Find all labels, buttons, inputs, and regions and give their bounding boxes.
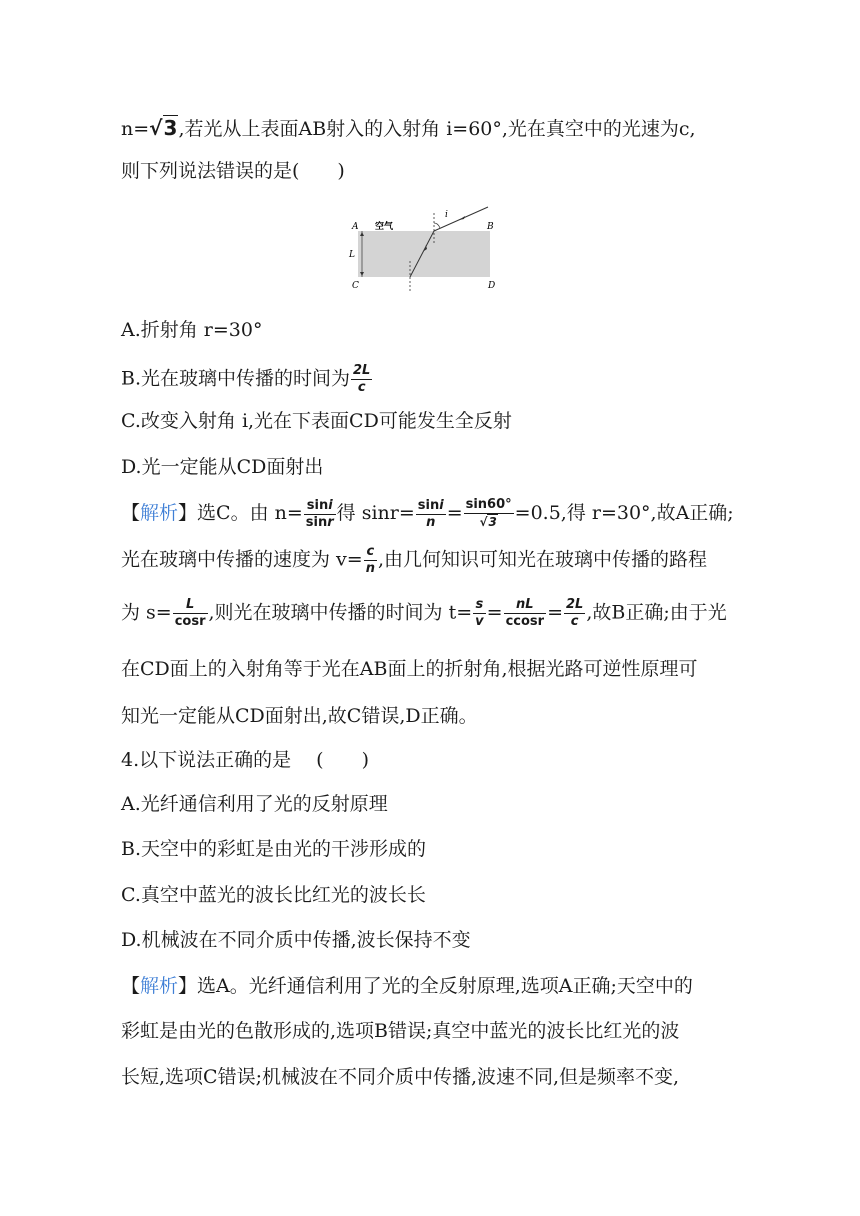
label-A: A <box>352 222 359 232</box>
q3-solution-line5: 知光一定能从CD面射出,故C错误,D正确。 <box>121 705 478 727</box>
q3-intro-line2: 则下列说法错误的是( ) <box>121 160 345 182</box>
q4-option-c: C.真空中蓝光的波长比红光的波长长 <box>121 884 426 906</box>
fraction-c-over-n: $\frac{c}{n}$ <box>365 544 375 576</box>
q4-option-b: B.天空中的彩虹是由光的干涉形成的 <box>121 838 427 860</box>
q3-solution-line1: 【解析】选C。由 n= $\frac{\sin i}{\sin r}$ 得 sinr= $\frac{\sin i}{n}$ = $\frac{\sin 60^\circ}{√3}$ =0.5,得 r=30°,故A正确; <box>121 497 734 530</box>
label-B: B <box>487 222 494 232</box>
solution-tag: 【解析】 <box>121 975 198 997</box>
incidence-angle-arc <box>434 223 440 228</box>
q3-option-c: C.改变入射角 i,光在下表面CD可能发生全反射 <box>121 410 512 432</box>
q4-option-a: A.光纤通信利用了光的反射原理 <box>121 793 388 815</box>
q3-solution-line3: 为 s= $\frac{L}{\cos r}$ ,则光在玻璃中传播的时间为 t= $\frac{s}{v}$ = $\frac{nL}{ccosr}$ = $\frac{2L}{c}$ ,故B正确;由于光 <box>121 597 727 629</box>
sqrt3-formula: √3 <box>149 116 178 140</box>
q3-solution-line2: 光在玻璃中传播的速度为 v= $\frac{c}{n}$ ,由几何知识可知光在玻璃中传播的路程 <box>121 544 708 576</box>
fraction-2L-over-c: $\frac{2L}{c}$ <box>353 363 371 395</box>
glass-slab <box>358 231 490 277</box>
q3-intro-line1 <box>121 115 696 142</box>
label-C: C <box>352 281 359 291</box>
q3-n-label: n= <box>121 118 150 140</box>
q3-option-a: A.折射角 r=30° <box>121 319 263 341</box>
fraction-s-over-v: $\frac{s}{v}$ <box>475 597 484 629</box>
fraction-sini-over-n: $\frac{\sin i}{n}$ <box>417 497 444 530</box>
fraction-sin60-over-sqrt3: $\frac{\sin 60^\circ}{√3}$ <box>465 497 512 529</box>
q4-solution-line1: 【解析】选A。光纤通信利用了光的全反射原理,选项A正确;天空中的 <box>121 975 693 997</box>
fraction-nL-over-ccosr: $\frac{nL}{ccosr}$ <box>505 597 545 629</box>
fraction-2L-over-c-solution: $\frac{2L}{c}$ <box>565 597 584 629</box>
label-air: 空气 <box>375 222 394 232</box>
label-D: D <box>488 281 496 291</box>
fraction-L-over-cosr: $\frac{L}{\cos r}$ <box>174 597 206 629</box>
q3-option-b: B.光在玻璃中传播的时间为 $\frac{2L}{c}$ <box>121 363 371 395</box>
fraction-sini-over-sinr: $\frac{\sin i}{\sin r}$ <box>305 497 334 530</box>
q4-solution-line2: 彩虹是由光的色散形成的,选项B错误;真空中蓝光的波长比红光的波 <box>121 1020 680 1042</box>
label-L: L <box>349 250 355 260</box>
q3-option-d: D.光一定能从CD面射出 <box>121 456 324 478</box>
q3-intro-text: ,若光从上表面AB射入的入射角 i=60°,光在真空中的光速为c, <box>178 118 696 140</box>
solution-tag: 【解析】 <box>121 502 198 524</box>
q4-option-d: D.机械波在不同介质中传播,波长保持不变 <box>121 929 471 951</box>
refraction-figure <box>348 205 508 291</box>
q4-stem: 4.以下说法正确的是 ( ) <box>121 749 369 771</box>
q4-solution-line3: 长短,选项C错误;机械波在不同介质中传播,波速不同,但是频率不变, <box>121 1066 680 1088</box>
label-i: i <box>445 210 448 220</box>
q3-solution-line4: 在CD面上的入射角等于光在AB面上的折射角,根据光路可逆性原理可 <box>121 658 698 680</box>
